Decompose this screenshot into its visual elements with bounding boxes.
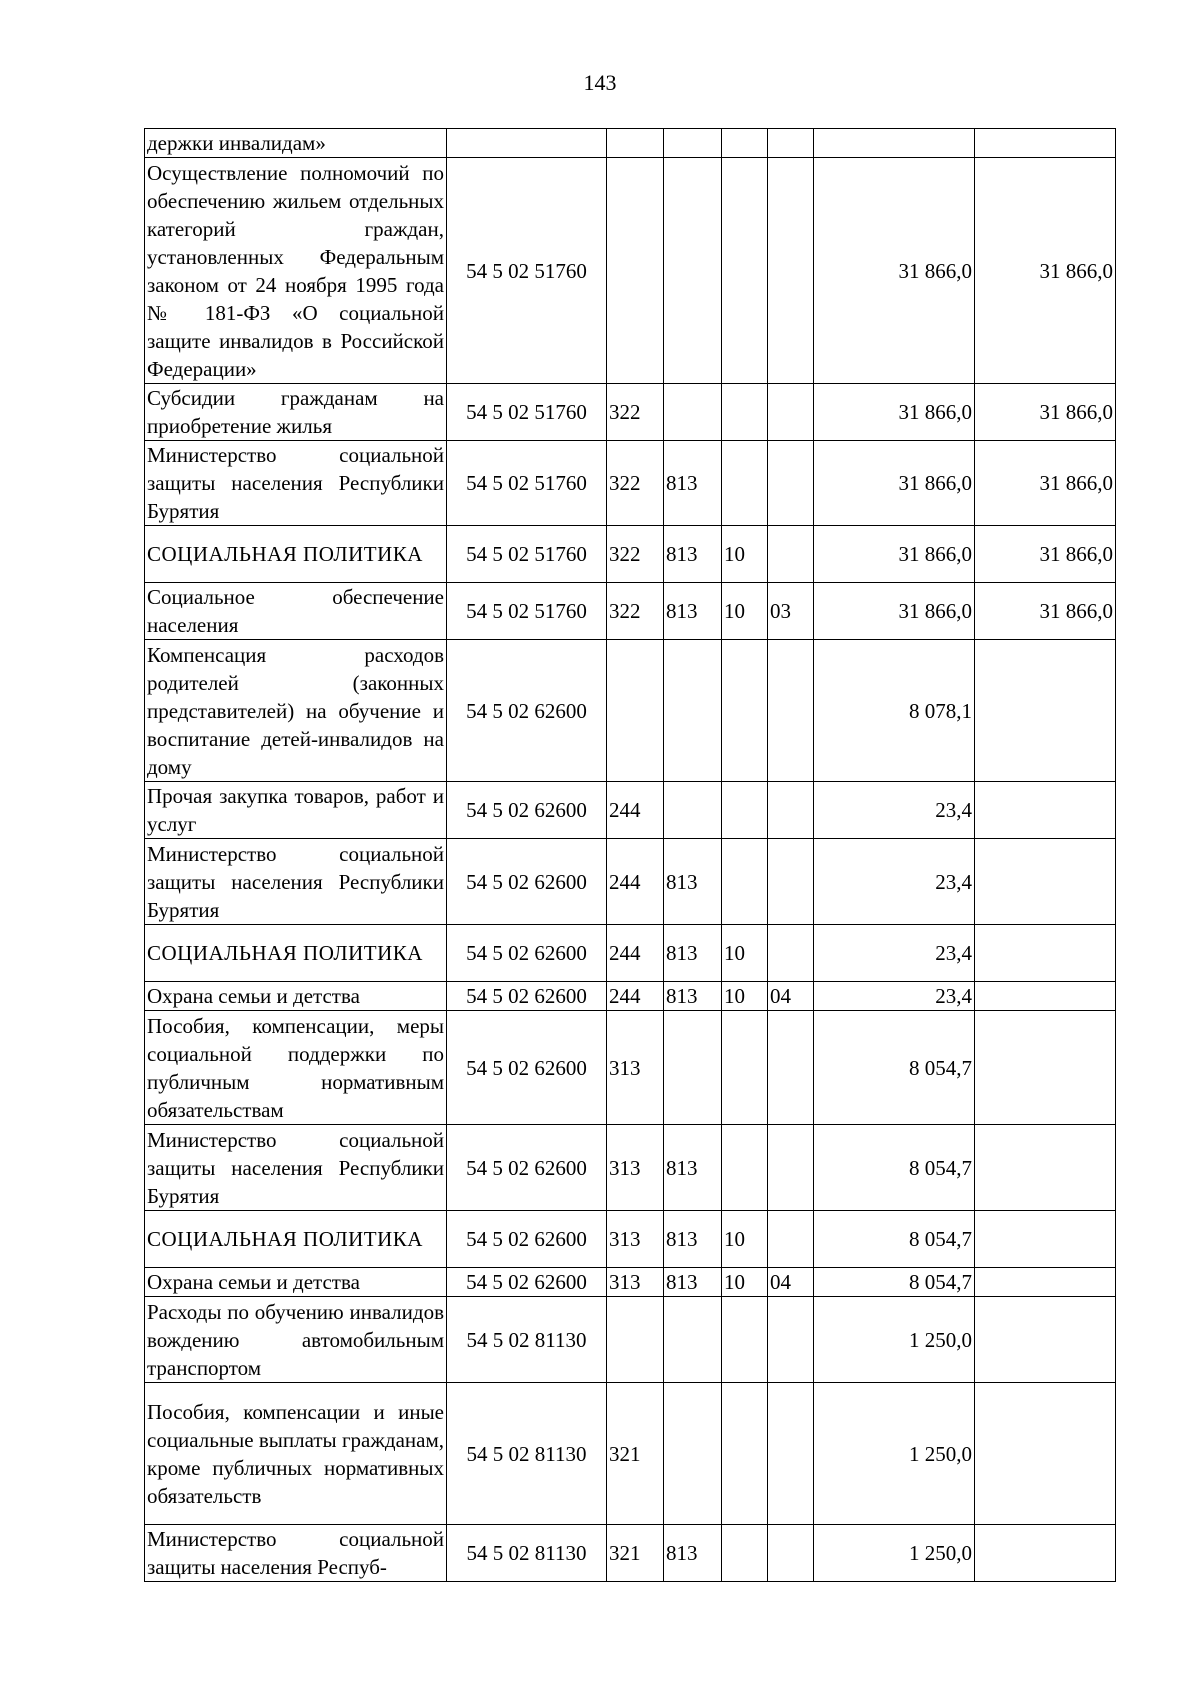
- row-expense-type: [607, 1297, 664, 1383]
- row-section: 10: [722, 1268, 768, 1297]
- row-section: 10: [722, 583, 768, 640]
- row-subsection: 04: [768, 982, 814, 1011]
- row-sum-2: [975, 1525, 1116, 1582]
- row-sum-1: 23,4: [814, 982, 975, 1011]
- row-expense-type: 244: [607, 925, 664, 982]
- row-ministry-code: 813: [664, 1268, 722, 1297]
- row-sum-1: 1 250,0: [814, 1525, 975, 1582]
- row-sum-1: 8 054,7: [814, 1011, 975, 1125]
- table-row: [145, 982, 1116, 1011]
- row-section: [722, 129, 768, 158]
- row-ministry-code: 813: [664, 925, 722, 982]
- row-expense-type: 313: [607, 1268, 664, 1297]
- row-code: 54 5 02 81130: [447, 1525, 607, 1582]
- table-row: [145, 839, 1116, 925]
- row-ministry-code: [664, 640, 722, 782]
- row-sum-1: 8 054,7: [814, 1211, 975, 1268]
- row-expense-type: 321: [607, 1383, 664, 1525]
- row-ministry-code: [664, 384, 722, 441]
- row-ministry-code: 813: [664, 526, 722, 583]
- row-subsection: [768, 526, 814, 583]
- row-section: [722, 782, 768, 839]
- row-name: Пособия, компенсации и иные социальные выплаты гражданам, кроме публичных нормативных обязательств: [145, 1383, 447, 1525]
- row-section: [722, 158, 768, 384]
- table-row: [145, 1125, 1116, 1211]
- row-ministry-code: [664, 158, 722, 384]
- row-name: Социальное обеспечение населения: [145, 583, 447, 640]
- row-code: 54 5 02 51760: [447, 441, 607, 526]
- row-subsection: [768, 1525, 814, 1582]
- table-row: [145, 782, 1116, 839]
- row-sum-2: [975, 1125, 1116, 1211]
- row-name: Осуществление полномочий по обеспечению жильем отдельных категорий граждан, установленных Федеральным законом от 24 ноября 1995 года № 181-ФЗ «О социальной защите инвалидов в Российской Федерации»: [145, 158, 447, 384]
- row-expense-type: [607, 129, 664, 158]
- row-section: [722, 1297, 768, 1383]
- row-ministry-code: 813: [664, 441, 722, 526]
- row-sum-2: [975, 640, 1116, 782]
- row-subsection: [768, 129, 814, 158]
- row-sum-2: [975, 1011, 1116, 1125]
- row-code: 54 5 02 62600: [447, 1011, 607, 1125]
- row-code: 54 5 02 62600: [447, 925, 607, 982]
- row-section: [722, 1125, 768, 1211]
- row-section: [722, 1383, 768, 1525]
- row-sum-1: 31 866,0: [814, 526, 975, 583]
- table-row: [145, 1297, 1116, 1383]
- row-sum-2: 31 866,0: [975, 158, 1116, 384]
- row-subsection: [768, 1011, 814, 1125]
- row-ministry-code: [664, 1383, 722, 1525]
- table-row: [145, 1011, 1116, 1125]
- row-ministry-code: 813: [664, 1125, 722, 1211]
- table-row: [145, 1383, 1116, 1525]
- row-ministry-code: [664, 782, 722, 839]
- row-code: 54 5 02 62600: [447, 982, 607, 1011]
- row-expense-type: 313: [607, 1011, 664, 1125]
- row-name: СОЦИАЛЬНАЯ ПОЛИТИКА: [145, 526, 447, 583]
- table-row: [145, 583, 1116, 640]
- row-subsection: 04: [768, 1268, 814, 1297]
- row-sum-1: 23,4: [814, 839, 975, 925]
- row-sum-2: 31 866,0: [975, 526, 1116, 583]
- row-section: [722, 839, 768, 925]
- row-expense-type: 322: [607, 583, 664, 640]
- row-expense-type: 321: [607, 1525, 664, 1582]
- row-name: держки инвалидам»: [145, 129, 447, 158]
- row-code: 54 5 02 51760: [447, 583, 607, 640]
- row-expense-type: 244: [607, 982, 664, 1011]
- row-sum-1: 8 054,7: [814, 1268, 975, 1297]
- row-ministry-code: [664, 1011, 722, 1125]
- table-row: [145, 158, 1116, 384]
- row-expense-type: [607, 158, 664, 384]
- row-name: Министерство социальной защиты населения Респуб-: [145, 1525, 447, 1582]
- budget-table: [144, 128, 1116, 1582]
- row-code: 54 5 02 62600: [447, 1268, 607, 1297]
- row-sum-1: [814, 129, 975, 158]
- row-subsection: [768, 839, 814, 925]
- row-section: [722, 640, 768, 782]
- row-sum-1: 8 054,7: [814, 1125, 975, 1211]
- row-subsection: [768, 640, 814, 782]
- row-sum-1: 23,4: [814, 782, 975, 839]
- page-number: 143: [583, 70, 617, 95]
- row-ministry-code: [664, 1297, 722, 1383]
- row-code: 54 5 02 81130: [447, 1297, 607, 1383]
- row-expense-type: 244: [607, 839, 664, 925]
- row-sum-2: 31 866,0: [975, 583, 1116, 640]
- table-row: [145, 441, 1116, 526]
- row-subsection: [768, 1297, 814, 1383]
- row-section: [722, 1525, 768, 1582]
- row-code: 54 5 02 62600: [447, 782, 607, 839]
- row-ministry-code: 813: [664, 1211, 722, 1268]
- row-sum-1: 31 866,0: [814, 583, 975, 640]
- row-sum-2: [975, 129, 1116, 158]
- row-ministry-code: 813: [664, 839, 722, 925]
- row-sum-1: 31 866,0: [814, 441, 975, 526]
- table-row: [145, 526, 1116, 583]
- row-expense-type: 322: [607, 441, 664, 526]
- row-code: 54 5 02 62600: [447, 839, 607, 925]
- row-subsection: [768, 925, 814, 982]
- table-row: [145, 925, 1116, 982]
- row-section: [722, 384, 768, 441]
- row-ministry-code: 813: [664, 1525, 722, 1582]
- row-name: СОЦИАЛЬНАЯ ПОЛИТИКА: [145, 925, 447, 982]
- row-expense-type: 322: [607, 384, 664, 441]
- row-sum-2: [975, 1383, 1116, 1525]
- row-sum-1: 31 866,0: [814, 384, 975, 441]
- row-subsection: [768, 1211, 814, 1268]
- row-sum-2: 31 866,0: [975, 384, 1116, 441]
- row-code: 54 5 02 51760: [447, 384, 607, 441]
- row-expense-type: 244: [607, 782, 664, 839]
- row-code: [447, 129, 607, 158]
- row-sum-1: 1 250,0: [814, 1383, 975, 1525]
- row-name: Расходы по обучению инвалидов вождению автомобильным транспортом: [145, 1297, 447, 1383]
- row-name: Министерство социальной защиты населения Республики Бурятия: [145, 1125, 447, 1211]
- row-subsection: [768, 384, 814, 441]
- row-name: Охрана семьи и детства: [145, 982, 447, 1011]
- row-name: СОЦИАЛЬНАЯ ПОЛИТИКА: [145, 1211, 447, 1268]
- row-ministry-code: [664, 129, 722, 158]
- row-code: 54 5 02 62600: [447, 1125, 607, 1211]
- row-name: Министерство социальной защиты населения Республики Бурятия: [145, 441, 447, 526]
- table-row: [145, 129, 1116, 158]
- row-expense-type: 313: [607, 1125, 664, 1211]
- row-expense-type: 313: [607, 1211, 664, 1268]
- row-ministry-code: 813: [664, 982, 722, 1011]
- row-sum-1: 31 866,0: [814, 158, 975, 384]
- table-row: [145, 1525, 1116, 1582]
- row-sum-2: [975, 839, 1116, 925]
- row-subsection: [768, 1125, 814, 1211]
- row-sum-1: 1 250,0: [814, 1297, 975, 1383]
- table-row: [145, 1211, 1116, 1268]
- row-name: Охрана семьи и детства: [145, 1268, 447, 1297]
- row-sum-2: [975, 925, 1116, 982]
- row-sum-2: [975, 782, 1116, 839]
- row-sum-1: 8 078,1: [814, 640, 975, 782]
- table-row: [145, 640, 1116, 782]
- table-row: [145, 384, 1116, 441]
- row-sum-2: [975, 982, 1116, 1011]
- row-sum-1: 23,4: [814, 925, 975, 982]
- row-code: 54 5 02 62600: [447, 1211, 607, 1268]
- row-section: [722, 441, 768, 526]
- row-sum-2: 31 866,0: [975, 441, 1116, 526]
- row-code: 54 5 02 62600: [447, 640, 607, 782]
- row-name: Министерство социальной защиты населения Республики Бурятия: [145, 839, 447, 925]
- row-name: Субсидии гражданам на приобретение жилья: [145, 384, 447, 441]
- row-code: 54 5 02 51760: [447, 526, 607, 583]
- row-subsection: [768, 782, 814, 839]
- row-ministry-code: 813: [664, 583, 722, 640]
- table-row: [145, 1268, 1116, 1297]
- row-code: 54 5 02 51760: [447, 158, 607, 384]
- row-expense-type: 322: [607, 526, 664, 583]
- row-name: Пособия, компенсации, меры социальной поддержки по публичным нормативным обязательствам: [145, 1011, 447, 1125]
- row-section: 10: [722, 526, 768, 583]
- row-subsection: [768, 158, 814, 384]
- row-subsection: [768, 1383, 814, 1525]
- row-section: 10: [722, 925, 768, 982]
- row-name: Прочая закупка товаров, работ и услуг: [145, 782, 447, 839]
- row-subsection: [768, 441, 814, 526]
- row-section: 10: [722, 1211, 768, 1268]
- row-sum-2: [975, 1268, 1116, 1297]
- row-sum-2: [975, 1211, 1116, 1268]
- row-code: 54 5 02 81130: [447, 1383, 607, 1525]
- row-name: Компенсация расходов родителей (законных представителей) на обучение и воспитание детей-инвалидов на дому: [145, 640, 447, 782]
- row-subsection: 03: [768, 583, 814, 640]
- row-sum-2: [975, 1297, 1116, 1383]
- row-section: [722, 1011, 768, 1125]
- row-expense-type: [607, 640, 664, 782]
- row-section: 10: [722, 982, 768, 1011]
